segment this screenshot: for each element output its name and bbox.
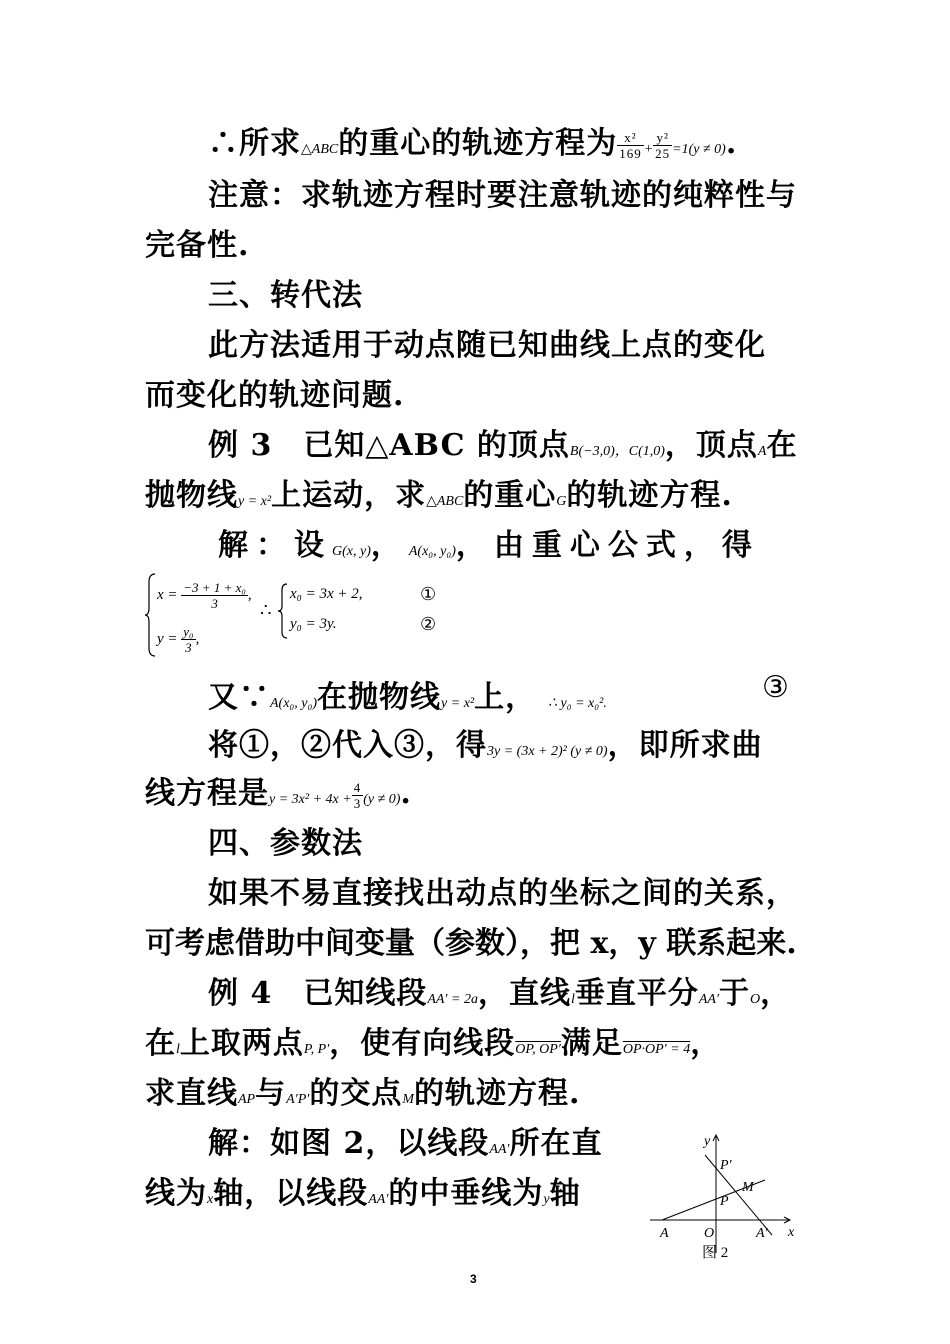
label-m: M bbox=[742, 1180, 754, 1195]
fraction-y2-25: $\frac{\text{y²}}{25}$ bbox=[655, 129, 671, 161]
equation-x: x = $\frac{\text{−3 + 1 + x₀}}{3}$ , bbox=[157, 580, 252, 611]
left-brace bbox=[145, 572, 157, 658]
label-a-prime: A′ bbox=[756, 1226, 768, 1241]
paragraph-line: 而变化的轨迹问题. bbox=[145, 378, 405, 413]
example-4-line-2: 在l上取两点P, P′，使有向线段OP, OP′满足OP·OP′ = 4， bbox=[145, 1026, 722, 1061]
label-x: x bbox=[788, 1225, 795, 1240]
section-heading-4: 四、参数法 bbox=[208, 826, 363, 861]
example-3-line: 例 3 已知△ABC 的顶点B(−3,0)，C(1,0)，顶点A在 bbox=[208, 428, 798, 463]
circle-2: ② bbox=[420, 614, 437, 634]
paragraph-line: 可考虑借助中间变量（参数），把 x，y 联系起来. bbox=[145, 926, 797, 961]
example-4-line-3: 求直线AP与A′P′的交点M的轨迹方程. bbox=[145, 1076, 581, 1111]
figure-caption: 图 2 bbox=[702, 1245, 729, 1261]
circle-3: ③ bbox=[762, 670, 790, 705]
equation-x0: x₀ = 3x + 2, bbox=[290, 586, 363, 602]
equation-y: y = $\frac{\text{y₀}}{3}$ , bbox=[157, 624, 200, 655]
equation-y0: y₀ = 3y. bbox=[290, 616, 337, 632]
result-line: 将①，②代入③，得3y = (3x + 2)² (y ≠ 0)，即所求曲 bbox=[208, 728, 763, 763]
solution-line: 解：设G(x, y)，A(x₀, y₀)，由重心公式，得 bbox=[218, 528, 760, 563]
result-line-cont: 线方程是y = 3x² + 4x + $\frac{4}{3}$ (y ≠ 0). bbox=[145, 776, 412, 811]
solution-4-line: 解：如图 2，以线段AA′所在直 bbox=[208, 1126, 603, 1161]
label-o: O bbox=[704, 1226, 715, 1241]
paragraph-line: 如果不易直接找出动点的坐标之间的关系， bbox=[208, 876, 797, 911]
substitution-line: 又∵A(x₀, y₀)在抛物线y = x²上， ∴ y₀ = x₀². bbox=[208, 680, 607, 715]
label-p-prime: P′ bbox=[720, 1158, 732, 1173]
therefore-sign: ∴ bbox=[260, 600, 272, 620]
circle-1: ① bbox=[420, 584, 437, 604]
note-line-cont: 完备性. bbox=[145, 228, 250, 263]
section-heading-3: 三、转代法 bbox=[208, 278, 363, 313]
note-line: 注意：求轨迹方程时要注意轨迹的纯粹性与 bbox=[208, 178, 797, 213]
figure-2 bbox=[640, 1125, 810, 1270]
label-a: A bbox=[660, 1226, 669, 1241]
paragraph-line: 此方法适用于动点随已知曲线上点的变化 bbox=[208, 328, 766, 363]
line-a-prime-p-prime bbox=[705, 1155, 772, 1235]
label-p: P bbox=[720, 1194, 729, 1209]
page-number: 3 bbox=[470, 1272, 477, 1286]
math-triangle-abc: △ABC bbox=[301, 142, 339, 157]
solution-4-line-2: 线为x轴，以线段AA′的中垂线为y轴 bbox=[145, 1176, 581, 1211]
left-brace-2 bbox=[278, 582, 288, 640]
fraction-x2-169: $\frac{\text{x²}}{169}$ bbox=[619, 129, 642, 161]
example-3-line-cont: 抛物线y = x²上运动，求△ABC的重心G的轨迹方程. bbox=[145, 478, 733, 513]
label-y: y bbox=[704, 1134, 711, 1149]
conclusion-line: ∴所求△ABC的重心的轨迹方程为 $\frac{\text{x²}}{169}$ + $\frac{\text{y²}}{25}$ =1(y ≠ 0). bbox=[208, 126, 738, 161]
example-4-line: 例 4 已知线段AA′ = 2a，直线l垂直平分AA′于O， bbox=[208, 976, 792, 1011]
